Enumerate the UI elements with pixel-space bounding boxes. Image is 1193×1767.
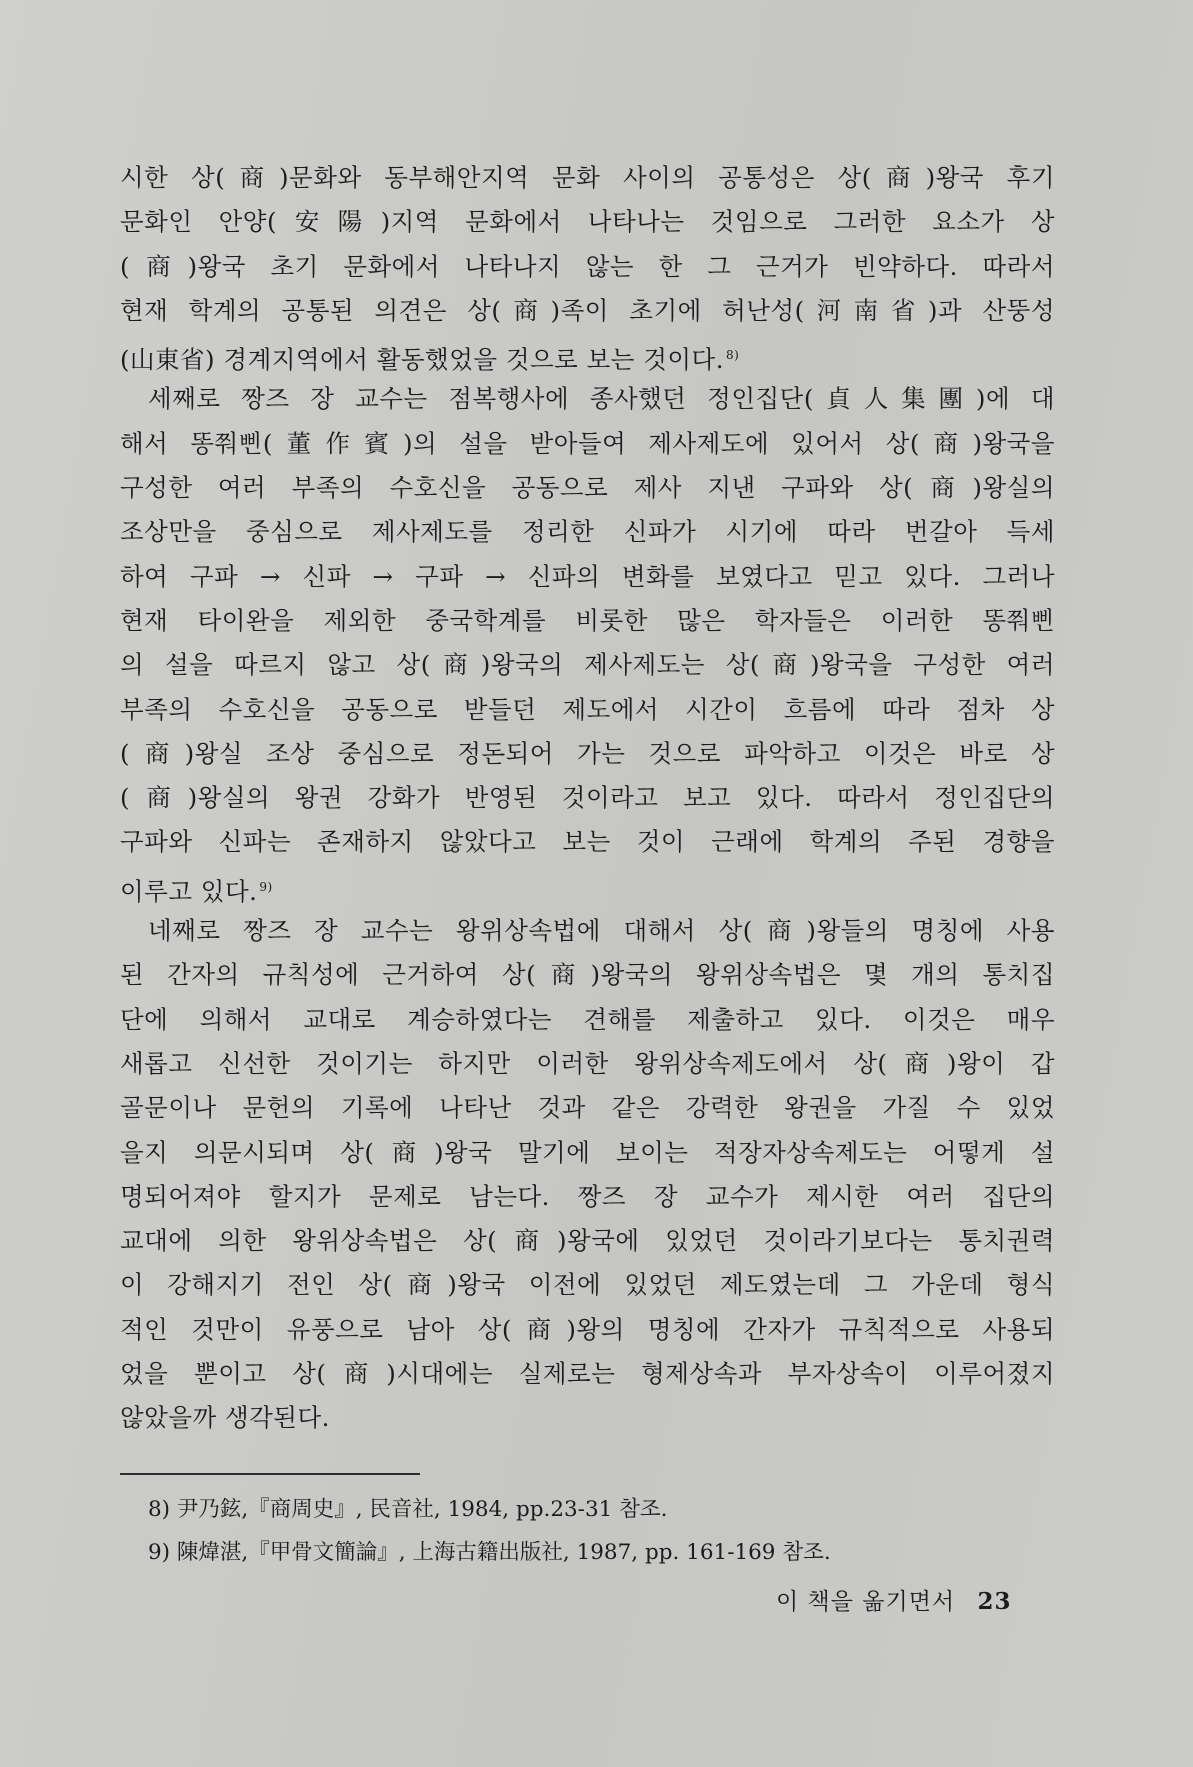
footnotes bbox=[148, 1488, 831, 1574]
text-line: 현재 학계의 공통된 의견은 상(商)족이 초기에 허난성(河南省)과 산뚱성 bbox=[120, 295, 1055, 325]
text-line: 부족의 수호신을 공동으로 받들던 제도에서 시간이 흐름에 따라 점차 상 bbox=[120, 694, 1055, 724]
text-line: 문화인 안양(安陽)지역 문화에서 나타나는 것임으로 그러한 요소가 상 bbox=[120, 207, 1055, 237]
footnote-9: 9) 陳煒湛,『甲骨文簡論』, 上海古籍出版社, 1987, pp. 161-169 참조. bbox=[148, 1540, 831, 1565]
footnote-8: 8) 尹乃鉉,『商周史』, 民音社, 1984, pp.23-31 참조. bbox=[148, 1497, 668, 1522]
text-line: 이 강해지기 전인 상(商)왕국 이전에 있었던 제도였는데 그 가운데 형식 bbox=[120, 1270, 1055, 1300]
page-footer bbox=[776, 1583, 1011, 1616]
footnote-ref: 9) bbox=[259, 879, 273, 894]
text-line-content: (山東省) 경계지역에서 활동했었을 것으로 보는 것이다. bbox=[120, 345, 725, 375]
text-line: 단에 의해서 교대로 계승하였다는 견해를 제출하고 있다. 이것은 매우 bbox=[120, 1004, 1055, 1034]
footer-title: 이 책을 옮기면서 bbox=[776, 1589, 956, 1615]
text-line: 의 설을 따르지 않고 상(商)왕국의 제사제도는 상(商)왕국을 구성한 여러 bbox=[120, 650, 1055, 680]
page-number: 23 bbox=[977, 1588, 1012, 1615]
main-text bbox=[120, 156, 1055, 1441]
text-line: (商)왕실 조상 중심으로 정돈되어 가는 것으로 파악하고 이것은 바로 상 bbox=[120, 738, 1055, 768]
text-line: 세째로 짱즈 장 교수는 점복행사에 종사했던 정인집단(貞人集團)에 대 bbox=[148, 384, 1055, 414]
footnote-divider bbox=[120, 1473, 420, 1475]
text-line bbox=[120, 865, 1055, 909]
text-line: 교대에 의한 왕위상속법은 상(商)왕국에 있었던 것이라기보다는 통치권력 bbox=[120, 1226, 1055, 1256]
text-line: 새롭고 신선한 것이기는 하지만 이러한 왕위상속제도에서 상(商)왕이 갑 bbox=[120, 1048, 1055, 1078]
text-line: 적인 것만이 유풍으로 남아 상(商)왕의 명칭에 간자가 규칙적으로 사용되 bbox=[120, 1314, 1055, 1344]
text-line: 조상만을 중심으로 제사제도를 정리한 신파가 시기에 따라 번갈아 득세 bbox=[120, 517, 1055, 547]
text-line: 않았을까 생각된다. bbox=[120, 1403, 330, 1433]
text-line: 해서 똥쭤삔(董作賓)의 설을 받아들여 제사제도에 있어서 상(商)왕국을 bbox=[120, 428, 1055, 458]
text-line: (商)왕국 초기 문화에서 나타나지 않는 한 그 근거가 빈약하다. 따라서 bbox=[120, 251, 1055, 281]
text-line: 현재 타이완을 제외한 중국학계를 비롯한 많은 학자들은 이러한 똥쭤삔 bbox=[120, 605, 1055, 635]
footnote-ref: 8) bbox=[726, 348, 740, 363]
text-line bbox=[120, 333, 1055, 377]
text-line: (商)왕실의 왕권 강화가 반영된 것이라고 보고 있다. 따라서 정인집단의 bbox=[120, 783, 1055, 813]
text-line: 었을 뿐이고 상(商)시대에는 실제로는 형제상속과 부자상속이 이루어졌지 bbox=[120, 1359, 1055, 1389]
text-line: 명되어져야 할지가 문제로 남는다. 짱즈 장 교수가 제시한 여러 집단의 bbox=[120, 1181, 1055, 1211]
text-line: 시한 상(商)문화와 동부해안지역 문화 사이의 공통성은 상(商)왕국 후기 bbox=[120, 163, 1055, 192]
text-line-content: 이루고 있다. bbox=[120, 876, 258, 906]
text-line: 하여 구파 → 신파 → 구파 → 신파의 변화를 보였다고 믿고 있다. 그러나 bbox=[120, 561, 1055, 591]
text-line: 구성한 여러 부족의 수호신을 공동으로 제사 지낸 구파와 상(商)왕실의 bbox=[120, 473, 1055, 503]
text-line: 을지 의문시되며 상(商)왕국 말기에 보이는 적장자상속제도는 어떻게 설 bbox=[120, 1137, 1055, 1167]
text-line: 구파와 신파는 존재하지 않았다고 보는 것이 근래에 학계의 주된 경향을 bbox=[120, 827, 1055, 857]
text-line: 네째로 짱즈 장 교수는 왕위상속법에 대해서 상(商)왕들의 명칭에 사용 bbox=[148, 916, 1055, 946]
text-line: 된 간자의 규칙성에 근거하여 상(商)왕국의 왕위상속법은 몇 개의 통치집 bbox=[120, 960, 1055, 990]
text-line: 골문이나 문헌의 기록에 나타난 것과 같은 강력한 왕권을 가질 수 있었 bbox=[120, 1093, 1055, 1123]
